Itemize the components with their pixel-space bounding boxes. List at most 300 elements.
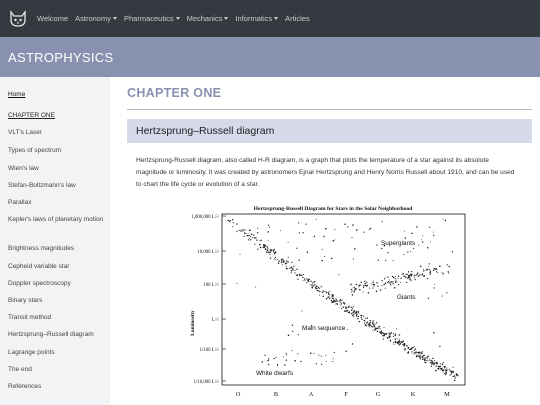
- star-point: [284, 364, 285, 365]
- star-point: [433, 362, 434, 363]
- star-point: [352, 224, 354, 226]
- star-point: [418, 356, 419, 357]
- star-point: [424, 362, 425, 363]
- nav-pharmaceutics-dropdown[interactable]: [124, 14, 180, 23]
- star-point: [376, 328, 378, 330]
- star-point: [319, 295, 320, 296]
- star-point: [420, 358, 421, 359]
- nav-astronomy-dropdown[interactable]: [75, 14, 117, 23]
- star-point: [436, 268, 437, 269]
- star-point: [420, 355, 421, 356]
- star-point: [392, 283, 393, 284]
- star-point: [395, 281, 396, 282]
- star-point: [380, 289, 382, 291]
- star-point: [242, 229, 243, 230]
- star-point: [442, 371, 443, 372]
- star-point: [341, 302, 342, 303]
- star-point: [323, 236, 324, 237]
- star-point: [336, 303, 337, 304]
- star-point: [372, 287, 373, 288]
- star-point: [423, 358, 424, 359]
- star-point: [319, 288, 320, 289]
- star-point: [374, 285, 375, 286]
- star-point: [322, 296, 324, 298]
- star-point: [322, 249, 323, 250]
- star-point: [395, 278, 396, 279]
- star-point: [404, 276, 405, 277]
- star-point: [353, 258, 354, 259]
- star-point: [424, 275, 425, 276]
- star-point: [443, 370, 444, 371]
- star-point: [404, 343, 405, 344]
- star-point: [268, 225, 269, 226]
- sidebar-item-brightness[interactable]: Brightness magnitudes: [8, 245, 75, 252]
- star-point: [435, 268, 437, 270]
- star-point: [343, 302, 344, 303]
- star-point: [322, 291, 324, 293]
- star-point: [351, 237, 352, 238]
- star-point: [402, 340, 404, 342]
- star-point: [411, 351, 412, 352]
- star-point: [423, 270, 424, 271]
- star-point: [392, 276, 393, 277]
- sidebar-item-transit[interactable]: Transit method: [8, 314, 52, 321]
- star-point: [291, 272, 292, 273]
- star-point: [398, 284, 399, 285]
- star-point: [390, 281, 391, 282]
- star-point: [443, 366, 444, 367]
- y-tick-label: L☉: [211, 318, 219, 323]
- star-point: [300, 275, 301, 276]
- star-point: [273, 250, 274, 251]
- star-point: [303, 274, 304, 275]
- star-point: [363, 285, 364, 286]
- region-label-white-dwarfs: White dwarfs: [256, 370, 293, 377]
- star-point: [358, 286, 359, 287]
- star-point: [453, 367, 454, 368]
- star-point: [422, 356, 423, 357]
- star-point: [451, 372, 452, 373]
- cat-logo-icon[interactable]: [7, 8, 29, 30]
- star-point: [286, 260, 287, 261]
- star-point: [339, 301, 340, 302]
- star-point: [244, 232, 245, 233]
- star-point: [411, 233, 413, 235]
- star-point: [229, 221, 230, 222]
- star-point: [251, 234, 253, 236]
- star-point: [374, 323, 375, 324]
- star-point: [355, 288, 356, 289]
- star-point: [291, 270, 293, 272]
- star-point: [321, 364, 322, 365]
- star-point: [294, 360, 296, 362]
- star-point: [451, 371, 452, 372]
- star-point: [420, 356, 421, 357]
- star-point: [325, 228, 327, 230]
- star-point: [395, 335, 396, 336]
- star-point: [334, 352, 335, 353]
- star-point: [373, 320, 374, 321]
- star-point: [278, 261, 279, 262]
- star-point: [363, 231, 364, 232]
- star-point: [269, 254, 270, 255]
- x-tick-label: A: [308, 391, 314, 398]
- sidebar-item-home[interactable]: Home: [8, 91, 26, 98]
- star-point: [376, 282, 377, 283]
- star-point: [291, 262, 292, 263]
- star-point: [347, 226, 348, 227]
- star-point: [427, 278, 428, 279]
- star-point: [328, 296, 329, 297]
- star-point: [385, 260, 386, 261]
- star-point: [247, 235, 249, 237]
- star-point: [404, 348, 405, 349]
- star-point: [369, 229, 370, 230]
- star-point: [395, 342, 396, 343]
- star-point: [440, 363, 441, 364]
- star-point: [266, 251, 268, 253]
- star-point: [246, 233, 247, 234]
- star-point: [420, 353, 421, 354]
- y-tick-label: 100 L☉: [203, 283, 219, 288]
- star-point: [448, 272, 449, 273]
- sidebar-item-vlts-laser[interactable]: VLT's Laser: [8, 129, 42, 136]
- star-point: [364, 281, 365, 282]
- star-point: [332, 301, 333, 302]
- star-point: [336, 301, 337, 302]
- star-point: [227, 220, 229, 222]
- star-point: [415, 275, 416, 276]
- star-point: [457, 375, 458, 376]
- star-point: [360, 285, 361, 286]
- star-point: [411, 271, 412, 272]
- star-point: [289, 268, 290, 269]
- star-point: [390, 334, 391, 335]
- star-point: [268, 251, 270, 253]
- star-point: [236, 223, 238, 225]
- star-point: [267, 248, 268, 249]
- sidebar-item-binary-stars[interactable]: Binary stars: [8, 297, 43, 304]
- star-point: [297, 279, 298, 280]
- star-point: [418, 355, 419, 356]
- star-point: [356, 315, 357, 316]
- star-point: [367, 317, 368, 318]
- sidebar-item-wiens-law[interactable]: Wien's law: [8, 165, 39, 172]
- star-point: [399, 339, 400, 340]
- star-point: [438, 368, 439, 369]
- star-point: [364, 323, 365, 324]
- star-point: [371, 284, 372, 285]
- nav-mechanics-dropdown[interactable]: [187, 14, 229, 23]
- star-point: [440, 368, 441, 369]
- star-point: [396, 281, 397, 282]
- sidebar-item-parallax[interactable]: Parallax: [8, 199, 32, 206]
- star-point: [296, 269, 297, 270]
- star-point: [374, 326, 375, 327]
- star-point: [310, 352, 312, 354]
- star-point: [456, 373, 458, 375]
- sidebar-item-references[interactable]: References: [8, 383, 42, 390]
- star-point: [430, 360, 431, 361]
- star-point: [274, 253, 275, 254]
- star-point: [404, 254, 405, 255]
- sidebar-item-stefan-boltzmann[interactable]: Stefan-Boltzmann's law: [8, 182, 76, 189]
- star-point: [338, 274, 339, 275]
- star-point: [333, 240, 335, 242]
- star-point: [407, 251, 408, 252]
- star-point: [405, 237, 407, 239]
- nav-pharmaceutics-label: Pharmaceutics: [123, 14, 174, 23]
- star-point: [250, 236, 251, 237]
- sidebar-item-kepler[interactable]: Kepler's laws of planetary motion: [8, 216, 104, 223]
- star-point: [430, 274, 431, 275]
- star-point: [398, 275, 399, 276]
- star-point: [333, 301, 334, 302]
- star-point: [407, 278, 408, 279]
- star-point: [427, 358, 428, 359]
- star-point: [301, 310, 302, 311]
- star-point: [288, 257, 289, 258]
- star-point: [418, 245, 419, 246]
- star-point: [373, 324, 374, 325]
- star-point: [423, 271, 424, 272]
- star-point: [313, 285, 314, 286]
- star-point: [393, 260, 394, 261]
- star-point: [445, 374, 446, 375]
- star-point: [270, 249, 271, 250]
- star-point: [433, 332, 434, 333]
- star-point: [352, 343, 353, 344]
- star-point: [370, 228, 372, 230]
- star-point: [357, 313, 358, 314]
- star-point: [256, 239, 257, 240]
- star-point: [374, 329, 376, 331]
- star-point: [427, 356, 428, 357]
- diagram-title: Hertzsprung-Russell Diagram for Stars in the Solar Neighborhood: [253, 206, 413, 212]
- star-point: [339, 300, 340, 301]
- star-point: [384, 278, 385, 279]
- star-point: [382, 221, 383, 222]
- star-point: [381, 330, 382, 331]
- star-point: [383, 338, 384, 339]
- star-point: [246, 229, 247, 230]
- nav-welcome-label: Welcome: [37, 14, 69, 23]
- star-point: [349, 312, 350, 313]
- star-point: [321, 356, 322, 357]
- star-point: [417, 272, 418, 273]
- star-point: [350, 306, 351, 307]
- nav-welcome[interactable]: [37, 14, 68, 23]
- star-point: [429, 272, 430, 273]
- star-point: [348, 306, 349, 307]
- sidebar-item-lagrange[interactable]: Lagrange points: [8, 349, 55, 356]
- star-point: [325, 355, 326, 356]
- star-point: [269, 227, 270, 228]
- star-point: [333, 300, 334, 301]
- star-point: [369, 322, 370, 323]
- star-point: [454, 375, 456, 377]
- star-point: [317, 290, 319, 292]
- region-label-main-sequence: Main sequence: [302, 325, 346, 332]
- star-point: [288, 334, 290, 336]
- star-point: [382, 332, 383, 333]
- top-navbar: [0, 0, 540, 37]
- star-point: [300, 361, 301, 362]
- nav-articles[interactable]: [285, 14, 310, 23]
- section-header: [127, 119, 532, 143]
- star-point: [306, 282, 307, 283]
- star-point: [446, 292, 447, 293]
- star-point: [266, 246, 267, 247]
- star-point: [439, 366, 441, 368]
- star-point: [297, 353, 298, 354]
- star-point: [365, 318, 366, 319]
- star-point: [354, 291, 355, 292]
- star-point: [281, 261, 282, 262]
- star-point: [292, 325, 293, 326]
- nav-informatics-dropdown[interactable]: [235, 14, 278, 23]
- star-point: [442, 272, 443, 273]
- star-point: [312, 282, 313, 283]
- star-point: [431, 366, 432, 367]
- star-point: [286, 261, 287, 262]
- star-point: [443, 362, 444, 363]
- sidebar-item-cepheid[interactable]: Cepheid variable star: [8, 263, 70, 270]
- nav-articles-label: Articles: [285, 14, 310, 23]
- star-point: [275, 257, 276, 258]
- star-point: [417, 352, 419, 354]
- star-point: [445, 369, 446, 370]
- star-point: [449, 369, 450, 370]
- star-point: [378, 260, 379, 261]
- star-point: [370, 320, 371, 321]
- star-point: [415, 348, 417, 350]
- star-point: [363, 316, 364, 317]
- star-point: [298, 259, 299, 260]
- star-point: [369, 326, 370, 327]
- star-point: [452, 251, 453, 252]
- star-point: [410, 274, 411, 275]
- star-point: [335, 301, 336, 302]
- star-point: [419, 274, 420, 275]
- star-point: [351, 310, 352, 311]
- star-point: [249, 235, 250, 236]
- x-tick-label: F: [344, 391, 348, 398]
- star-point: [401, 274, 402, 275]
- star-point: [383, 284, 385, 286]
- region-label-giants: Giants: [397, 294, 416, 301]
- star-point: [236, 283, 237, 284]
- sidebar-item-chapter-one[interactable]: CHAPTER ONE: [8, 112, 55, 119]
- star-point: [408, 271, 409, 272]
- star-point: [436, 271, 437, 272]
- star-point: [434, 360, 435, 361]
- sidebar-item-hr-diagram[interactable]: Hertzsprung–Russell diagram: [8, 331, 94, 338]
- star-point: [404, 344, 406, 346]
- star-point: [425, 357, 426, 358]
- star-point: [404, 231, 405, 232]
- star-point: [371, 326, 372, 327]
- star-point: [310, 284, 311, 285]
- star-point: [268, 364, 269, 365]
- star-point: [423, 359, 424, 360]
- star-point: [353, 291, 354, 292]
- star-point: [324, 291, 325, 292]
- star-point: [373, 280, 374, 281]
- star-point: [351, 291, 352, 292]
- star-point: [398, 341, 399, 342]
- star-point: [446, 368, 447, 369]
- star-point: [395, 333, 396, 334]
- y-tick-label: 1/10,000 L☉: [193, 380, 219, 385]
- star-point: [242, 231, 243, 232]
- star-point: [433, 235, 434, 236]
- star-point: [372, 330, 373, 331]
- star-point: [430, 241, 431, 242]
- star-point: [431, 364, 432, 365]
- star-point: [416, 356, 418, 358]
- star-point: [387, 252, 388, 253]
- star-point: [336, 299, 337, 300]
- star-point: [386, 333, 387, 334]
- star-point: [403, 276, 404, 277]
- star-point: [352, 294, 354, 296]
- star-point: [429, 358, 430, 359]
- star-point: [415, 353, 416, 354]
- star-point: [410, 349, 411, 350]
- star-point: [261, 240, 262, 241]
- star-point: [452, 376, 453, 377]
- star-point: [250, 239, 251, 240]
- star-point: [286, 266, 287, 267]
- star-point: [353, 306, 354, 307]
- star-point: [262, 361, 263, 362]
- star-point: [351, 313, 352, 314]
- star-point: [286, 355, 287, 356]
- star-point: [232, 226, 233, 227]
- star-point: [393, 333, 394, 334]
- star-point: [348, 307, 349, 308]
- star-point: [292, 331, 293, 332]
- star-point: [376, 244, 377, 245]
- star-point: [263, 247, 264, 248]
- star-point: [442, 273, 443, 274]
- star-point: [259, 244, 260, 245]
- star-point: [341, 308, 342, 309]
- sidebar-item-doppler[interactable]: Doppler spectroscopy: [8, 280, 71, 287]
- star-point: [393, 277, 395, 279]
- star-point: [443, 219, 444, 220]
- divider: [127, 109, 532, 110]
- star-point: [249, 229, 251, 231]
- sidebar-item-types-of-spectrum[interactable]: Types of spectrum: [8, 147, 62, 154]
- star-point: [318, 287, 319, 288]
- sidebar-item-the-end[interactable]: The end: [8, 366, 32, 373]
- star-point: [368, 325, 369, 326]
- star-point: [394, 287, 396, 289]
- star-point: [298, 334, 299, 335]
- star-point: [412, 274, 413, 275]
- y-tick-label: 1/100 L☉: [199, 348, 219, 353]
- star-point: [335, 304, 336, 305]
- star-point: [416, 226, 418, 228]
- star-point: [410, 251, 411, 252]
- star-point: [412, 347, 413, 348]
- star-point: [299, 275, 300, 276]
- star-point: [400, 282, 401, 283]
- star-point: [352, 307, 353, 308]
- star-point: [429, 227, 430, 228]
